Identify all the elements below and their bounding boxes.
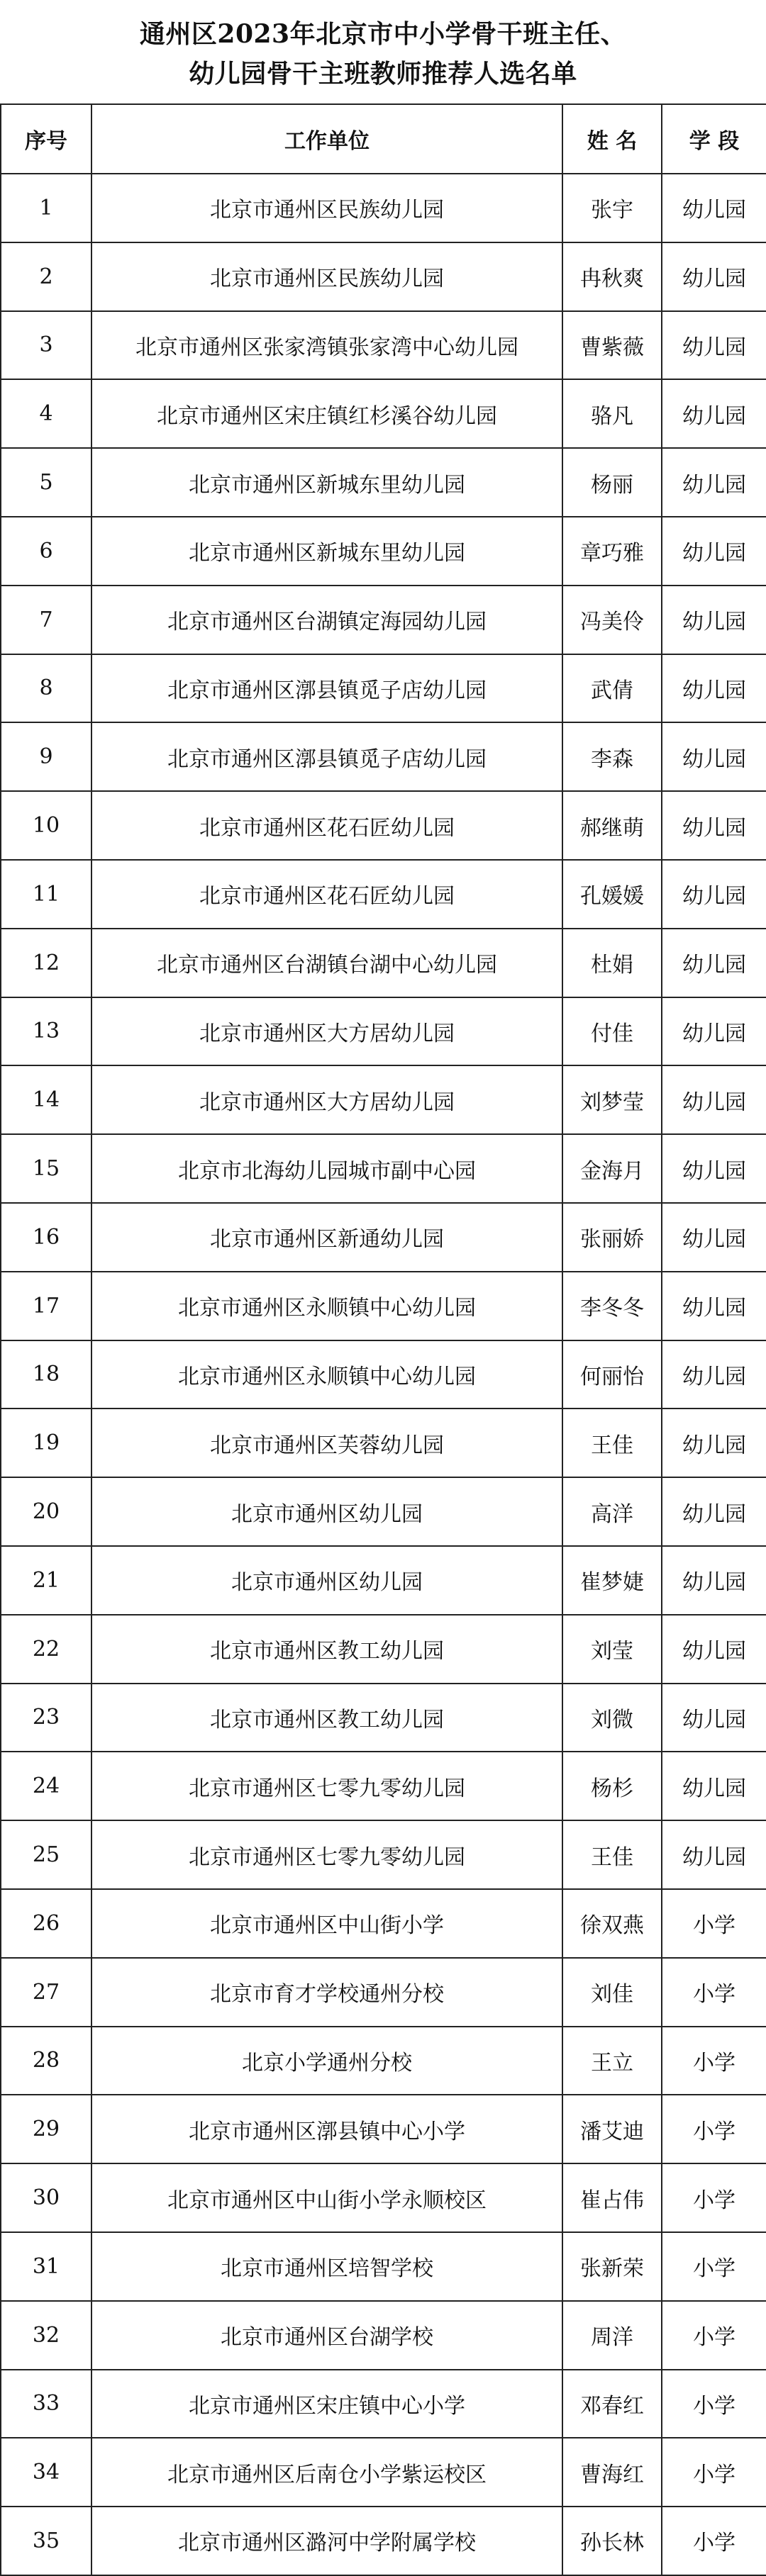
- cell-name: 王佳: [562, 1409, 662, 1477]
- cell-work-unit: 北京市通州区台湖镇台湖中心幼儿园: [91, 929, 562, 997]
- cell-work-unit: 北京市通州区新城东里幼儿园: [91, 517, 562, 586]
- table-row: [1, 1409, 766, 1477]
- cell-name: 付佳: [562, 997, 662, 1066]
- table-row: [1, 2370, 766, 2438]
- cell-number: 9: [1, 722, 91, 791]
- cell-stage: 小学: [662, 2163, 766, 2232]
- cell-work-unit: 北京市通州区宋庄镇中心小学: [91, 2370, 562, 2438]
- table-row: [1, 1615, 766, 1684]
- cell-name: 刘梦莹: [562, 1065, 662, 1134]
- cell-work-unit: 北京市通州区大方居幼儿园: [91, 997, 562, 1066]
- cell-number: 34: [1, 2438, 91, 2507]
- title-line-1: 通州区2023年北京市中小学骨干班主任、: [139, 19, 627, 49]
- title-line-2: 幼儿园骨干主班教师推荐人选名单: [189, 59, 577, 89]
- cell-number: 17: [1, 1272, 91, 1340]
- cell-stage: 小学: [662, 2027, 766, 2095]
- cell-number: 6: [1, 517, 91, 586]
- table-row: [1, 1065, 766, 1134]
- cell-number: 30: [1, 2163, 91, 2232]
- cell-number: 15: [1, 1134, 91, 1203]
- cell-stage: 小学: [662, 2095, 766, 2163]
- cell-number: 1: [1, 174, 91, 242]
- table-row: [1, 1272, 766, 1340]
- table-row: [1, 174, 766, 242]
- table-row: [1, 1477, 766, 1546]
- cell-number: 25: [1, 1820, 91, 1889]
- cell-stage: 小学: [662, 1889, 766, 1958]
- cell-name: 邓春红: [562, 2370, 662, 2438]
- cell-stage: 幼儿园: [662, 448, 766, 517]
- cell-work-unit: 北京小学通州分校: [91, 2027, 562, 2095]
- table-row: [1, 311, 766, 380]
- cell-number: 35: [1, 2507, 91, 2575]
- table-header-row: [1, 104, 766, 174]
- cell-name: 刘莹: [562, 1615, 662, 1684]
- cell-number: 21: [1, 1546, 91, 1615]
- cell-stage: 幼儿园: [662, 586, 766, 654]
- table-row: [1, 2095, 766, 2163]
- cell-work-unit: 北京市通州区大方居幼儿园: [91, 1065, 562, 1134]
- cell-stage: 小学: [662, 1958, 766, 2027]
- table-row: [1, 1752, 766, 1820]
- cell-work-unit: 北京市通州区七零九零幼儿园: [91, 1820, 562, 1889]
- cell-number: 3: [1, 311, 91, 380]
- table-row: [1, 1684, 766, 1752]
- cell-number: 14: [1, 1065, 91, 1134]
- cell-work-unit: 北京市育才学校通州分校: [91, 1958, 562, 2027]
- cell-work-unit: 北京市通州区永顺镇中心幼儿园: [91, 1272, 562, 1340]
- cell-number: 20: [1, 1477, 91, 1546]
- cell-work-unit: 北京市通州区后南仓小学紫运校区: [91, 2438, 562, 2507]
- table-row: [1, 1820, 766, 1889]
- cell-work-unit: 北京市通州区培智学校: [91, 2232, 562, 2301]
- cell-name: 崔梦婕: [562, 1546, 662, 1615]
- cell-number: 11: [1, 860, 91, 929]
- cell-name: 杜娟: [562, 929, 662, 997]
- cell-name: 冉秋爽: [562, 242, 662, 311]
- cell-name: 章巧雅: [562, 517, 662, 586]
- cell-stage: 幼儿园: [662, 311, 766, 380]
- cell-work-unit: 北京市通州区永顺镇中心幼儿园: [91, 1340, 562, 1409]
- cell-number: 23: [1, 1684, 91, 1752]
- cell-work-unit: 北京市通州区幼儿园: [91, 1477, 562, 1546]
- cell-work-unit: 北京市通州区潞河中学附属学校: [91, 2507, 562, 2575]
- table-row: [1, 1340, 766, 1409]
- cell-number: 29: [1, 2095, 91, 2163]
- cell-stage: 幼儿园: [662, 1684, 766, 1752]
- cell-name: 孙长林: [562, 2507, 662, 2575]
- cell-work-unit: 北京市通州区漷县镇觅子店幼儿园: [91, 722, 562, 791]
- table-row: [1, 1958, 766, 2027]
- cell-stage: 幼儿园: [662, 242, 766, 311]
- cell-number: 26: [1, 1889, 91, 1958]
- cell-stage: 幼儿园: [662, 379, 766, 448]
- cell-name: 杨杉: [562, 1752, 662, 1820]
- cell-stage: 幼儿园: [662, 1546, 766, 1615]
- cell-number: 33: [1, 2370, 91, 2438]
- cell-stage: 幼儿园: [662, 722, 766, 791]
- cell-stage: 幼儿园: [662, 860, 766, 929]
- cell-stage: 幼儿园: [662, 1272, 766, 1340]
- cell-work-unit: 北京市通州区教工幼儿园: [91, 1684, 562, 1752]
- table-row: [1, 860, 766, 929]
- cell-stage: 幼儿园: [662, 517, 766, 586]
- cell-work-unit: 北京市通州区台湖镇定海园幼儿园: [91, 586, 562, 654]
- cell-name: 张新荣: [562, 2232, 662, 2301]
- cell-name: 崔占伟: [562, 2163, 662, 2232]
- cell-work-unit: 北京市通州区七零九零幼儿园: [91, 1752, 562, 1820]
- cell-name: 曹海红: [562, 2438, 662, 2507]
- table-row: [1, 1134, 766, 1203]
- table-row: [1, 1203, 766, 1272]
- cell-name: 王立: [562, 2027, 662, 2095]
- cell-work-unit: 北京市通州区新通幼儿园: [91, 1203, 562, 1272]
- cell-stage: 幼儿园: [662, 654, 766, 723]
- cell-number: 31: [1, 2232, 91, 2301]
- cell-work-unit: 北京市北海幼儿园城市副中心园: [91, 1134, 562, 1203]
- cell-name: 潘艾迪: [562, 2095, 662, 2163]
- cell-stage: 幼儿园: [662, 1820, 766, 1889]
- cell-name: 李冬冬: [562, 1272, 662, 1340]
- cell-work-unit: 北京市通州区漷县镇中心小学: [91, 2095, 562, 2163]
- header-work-unit: 工作单位: [91, 104, 562, 174]
- table-row: [1, 2163, 766, 2232]
- cell-work-unit: 北京市通州区漷县镇觅子店幼儿园: [91, 654, 562, 723]
- cell-stage: 小学: [662, 2507, 766, 2575]
- cell-number: 22: [1, 1615, 91, 1684]
- cell-work-unit: 北京市通州区花石匠幼儿园: [91, 791, 562, 860]
- cell-name: 郝继萌: [562, 791, 662, 860]
- cell-stage: 小学: [662, 2301, 766, 2370]
- cell-work-unit: 北京市通州区宋庄镇红杉溪谷幼儿园: [91, 379, 562, 448]
- cell-work-unit: 北京市通州区教工幼儿园: [91, 1615, 562, 1684]
- cell-name: 骆凡: [562, 379, 662, 448]
- cell-name: 王佳: [562, 1820, 662, 1889]
- cell-name: 孔媛媛: [562, 860, 662, 929]
- table-row: [1, 997, 766, 1066]
- cell-work-unit: 北京市通州区民族幼儿园: [91, 174, 562, 242]
- cell-work-unit: 北京市通州区花石匠幼儿园: [91, 860, 562, 929]
- table-row: [1, 654, 766, 723]
- table-row: [1, 586, 766, 654]
- cell-work-unit: 北京市通州区台湖学校: [91, 2301, 562, 2370]
- cell-stage: 幼儿园: [662, 1752, 766, 1820]
- cell-name: 徐双燕: [562, 1889, 662, 1958]
- cell-work-unit: 北京市通州区中山街小学永顺校区: [91, 2163, 562, 2232]
- header-name: 姓 名: [562, 104, 662, 174]
- table-row: [1, 517, 766, 586]
- cell-number: 7: [1, 586, 91, 654]
- cell-name: 刘佳: [562, 1958, 662, 2027]
- cell-stage: 幼儿园: [662, 1203, 766, 1272]
- cell-stage: 小学: [662, 2438, 766, 2507]
- cell-number: 13: [1, 997, 91, 1066]
- cell-stage: 小学: [662, 2370, 766, 2438]
- cell-number: 4: [1, 379, 91, 448]
- cell-name: 周洋: [562, 2301, 662, 2370]
- table-row: [1, 722, 766, 791]
- header-stage: 学 段: [662, 104, 766, 174]
- cell-stage: 幼儿园: [662, 1477, 766, 1546]
- roster-table: [0, 103, 766, 2576]
- cell-name: 张丽娇: [562, 1203, 662, 1272]
- cell-work-unit: 北京市通州区民族幼儿园: [91, 242, 562, 311]
- document-title: [0, 0, 766, 103]
- cell-stage: 幼儿园: [662, 1340, 766, 1409]
- table-row: [1, 929, 766, 997]
- table-row: [1, 2301, 766, 2370]
- cell-number: 28: [1, 2027, 91, 2095]
- header-number: 序号: [1, 104, 91, 174]
- cell-work-unit: 北京市通州区张家湾镇张家湾中心幼儿园: [91, 311, 562, 380]
- cell-name: 何丽怡: [562, 1340, 662, 1409]
- table-row: [1, 2232, 766, 2301]
- cell-work-unit: 北京市通州区新城东里幼儿园: [91, 448, 562, 517]
- cell-name: 曹紫薇: [562, 311, 662, 380]
- cell-number: 19: [1, 1409, 91, 1477]
- cell-number: 10: [1, 791, 91, 860]
- cell-stage: 幼儿园: [662, 997, 766, 1066]
- cell-number: 2: [1, 242, 91, 311]
- table-row: [1, 1889, 766, 1958]
- table-row: [1, 2027, 766, 2095]
- table-row: [1, 2438, 766, 2507]
- cell-number: 16: [1, 1203, 91, 1272]
- table-row: [1, 1546, 766, 1615]
- cell-work-unit: 北京市通州区幼儿园: [91, 1546, 562, 1615]
- cell-number: 12: [1, 929, 91, 997]
- cell-number: 32: [1, 2301, 91, 2370]
- table-row: [1, 791, 766, 860]
- cell-stage: 幼儿园: [662, 174, 766, 242]
- cell-name: 高洋: [562, 1477, 662, 1546]
- cell-number: 8: [1, 654, 91, 723]
- cell-work-unit: 北京市通州区芙蓉幼儿园: [91, 1409, 562, 1477]
- cell-stage: 幼儿园: [662, 1134, 766, 1203]
- cell-name: 张宇: [562, 174, 662, 242]
- cell-work-unit: 北京市通州区中山街小学: [91, 1889, 562, 1958]
- table-row: [1, 379, 766, 448]
- cell-stage: 幼儿园: [662, 791, 766, 860]
- table-body: [1, 174, 766, 2575]
- cell-name: 李森: [562, 722, 662, 791]
- cell-stage: 幼儿园: [662, 929, 766, 997]
- table-row: [1, 242, 766, 311]
- cell-number: 5: [1, 448, 91, 517]
- cell-stage: 幼儿园: [662, 1409, 766, 1477]
- cell-name: 刘微: [562, 1684, 662, 1752]
- cell-stage: 小学: [662, 2232, 766, 2301]
- cell-number: 24: [1, 1752, 91, 1820]
- cell-name: 武倩: [562, 654, 662, 723]
- cell-number: 27: [1, 1958, 91, 2027]
- cell-name: 杨丽: [562, 448, 662, 517]
- table-row: [1, 448, 766, 517]
- cell-stage: 幼儿园: [662, 1615, 766, 1684]
- cell-number: 18: [1, 1340, 91, 1409]
- cell-name: 冯美伶: [562, 586, 662, 654]
- cell-stage: 幼儿园: [662, 1065, 766, 1134]
- table-row: [1, 2507, 766, 2575]
- cell-name: 金海月: [562, 1134, 662, 1203]
